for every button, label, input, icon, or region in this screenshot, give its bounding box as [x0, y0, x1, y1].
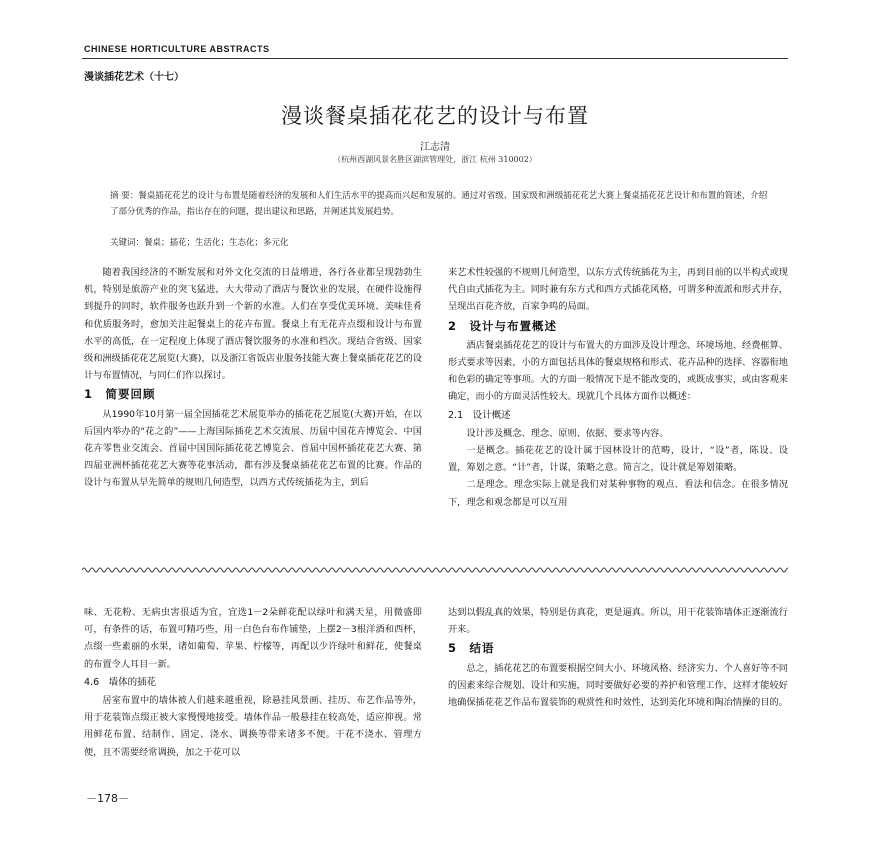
column-tag: 漫谈插花艺术（十七） — [84, 72, 184, 83]
body-paragraph: 来艺术性较强的不规则几何造型，以东方式传统插花为主，再到目前的以半构式或现代自由式插花为主。同时兼有东方式和西方式插花风格，可谓多种流派和形式并存，呈现出百花齐放，百家争鸣的局面。 — [448, 267, 788, 313]
section-heading: 1 简要回顾 — [84, 387, 156, 402]
section-heading: 5 结语 — [448, 641, 495, 656]
body-column-2 — [448, 264, 788, 511]
body-paragraph: 酒店餐桌插花花艺的设计与布置大的方面涉及设计理念、环境场地、经费框算、形式要求等因素，小的方面包括具体的餐桌规格和形式、花卉品种的选择、容器衔地和色彩的确定等事项。大的方面一般情况下是不能改变的，或既成事实，或由客观来确定，而小的方面灵活性较大。现就几个具体方面作以概述： — [448, 339, 788, 403]
author: 江志清 — [420, 142, 450, 153]
body-paragraph: 设计涉及概念、理念、原则、依据、要求等内容。 — [466, 427, 669, 439]
header-rule — [82, 58, 788, 59]
abstract: 摘 要：餐桌插花花艺的设计与布置是随着经济的发展和人们生活水平的提高而兴起和发展的。通过对省级、国家级和洲级插花花艺大赛上餐桌插花花艺设计和布置的简述，介绍了部分优秀的作品，指出存在的问题，提出建议和思路，并阐述其发展趋势。 — [110, 191, 768, 217]
subsection-heading: 2.1 设计概述 — [448, 409, 511, 421]
article-title: 漫谈餐桌插花花艺的设计与布置 — [281, 104, 589, 128]
keywords: 关键词：餐桌；插花；生活化；生态化；多元化 — [110, 238, 289, 248]
page-break-wave — [82, 565, 788, 575]
body-paragraph: 达到以假乱真的效果，特别是仿真花，更是逼真。所以，用干花装饰墙体正逐渐流行开来。 — [448, 607, 788, 636]
affiliation: （杭州西湖风景名胜区湖滨管理处，浙江 杭州 310002） — [333, 155, 537, 164]
body-paragraph: 总之，插花花艺的布置要根据空间大小、环境风格、经济实力、个人喜好等不同的因素来综合规划、设计和实施，同时要做好必要的养护和管理工作，这样才能较好地确保插花花艺作品布置装饰的观赏性和时效性，达到美化环境和陶冶情操的目的。 — [448, 662, 788, 709]
body-paragraph: 二是理念。理念实际上就是我们对某种事物的观点、看法和信念。在很多情况下，理念和观念都是可以互用 — [448, 479, 788, 508]
body-paragraph: 一是概念。插花花艺的设计属于园林设计的范畴，设计，“设”者，陈设、设置，筹划之意。“计”者，计谋，策略之意。简言之，设计就是筹划策略。 — [448, 445, 788, 474]
body-paragraph: 从1990年10月第一届全国插花艺术展览举办的插花花艺展览(大赛)开始，在以后国内举办的“花之韵”——上海国际插花艺术交流展、历届中国花卉博览会、中国花卉零售业交流会、首届中国国际插花花艺博览会、首届中国杯插花花艺大赛、第四届亚洲杯插花花艺大赛等花事活动，都有涉及餐桌插花花艺布置的比赛。作品的设计与布置从早先简单的规则几何造型，以西方式传统插花为主，到后 — [84, 408, 422, 489]
journal-name: CHINESE HORTICULTURE ABSTRACTS — [84, 44, 270, 54]
subsection-heading: 4.6 墙体的插花 — [84, 676, 157, 688]
body-column-3 — [84, 604, 422, 761]
body-paragraph: 居室布置中的墙体被人们越来越重视，除悬挂风景画、挂历、布艺作品等外，用于花装饰点缀正被大家慢慢地接受。墙体作品一般悬挂在较高处，适应抑视。常用鲜花布置、结制作、固定、浇水、调换等带来诸多不便。干花不浇水、管理方便，且不需要经常调换，加之干花可以 — [84, 695, 422, 758]
body-column-4 — [448, 604, 788, 711]
body-paragraph: 随着我国经济的不断发展和对外文化交流的日益增进，各行各业都呈现勃勃生机，特别是旅游产业的突飞猛进，大大带动了酒店与餐饮业的发展，在硬件设施得到提升的同时，软件服务也跃升到一个新的水准。人们在享受优美环境、美味佳肴和优质服务时，愈加关注起餐桌上的花卉布置。餐桌上有无花卉点缀和设计与布置水平的高低，在一定程度上体现了酒店餐饮服务的水准和档次。现结合省级、国家级和洲级插花花艺展览(大赛)，以及浙江省饭店业服务技能大赛上餐桌插花花艺的设计与布置情况，与同仁们作以探讨。 — [84, 267, 422, 382]
body-paragraph: 味、无花粉、无病虫害很适为宜，宜选1－2朵鲜花配以绿叶和满天星，用微盛即可，有条件的话，布置可精巧些，用一白色台布作铺垫，上摆2－3根洋酒和西杯，点缀一些素丽的水果，诸如葡萄、苹果、柠檬等，再配以少许绿叶和鲜花，使餐桌的布置令人耳目一新。 — [84, 607, 422, 670]
section-heading: 2 设计与布置概述 — [448, 318, 558, 333]
body-column-1 — [84, 264, 422, 492]
page-number: －178－ — [86, 792, 129, 805]
